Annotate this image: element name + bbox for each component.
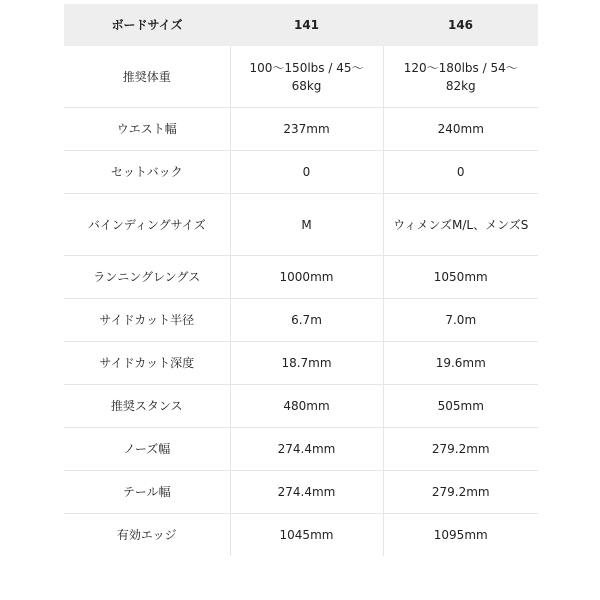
row-label: ノーズ幅 [64,428,230,471]
row-label: ランニングレングス [64,256,230,299]
cell-141: 18.7mm [230,342,383,385]
cell-146: 1095mm [433,528,488,542]
cell-146: 19.6mm [383,342,538,385]
table-row [64,256,538,299]
row-label: テール幅 [64,471,230,514]
table-row [64,194,538,256]
row-label: ウエスト幅 [64,108,230,151]
cell-141: 274.4mm [230,428,383,471]
row-label: 推奨体重 [64,46,230,108]
board-spec-table [64,4,538,556]
cell-146: ウィメンズM/L、メンズS [383,194,538,256]
row-label: サイドカット半径 [64,299,230,342]
cell-141: 1045mm [230,514,383,557]
header-board-size: ボードサイズ [64,4,230,46]
cell-146: 120〜180lbs / 54〜82kg [383,46,538,108]
cell-141: 237mm [230,108,383,151]
table-header-row [64,4,538,46]
cell-141: 6.7m [230,299,383,342]
table-row [64,428,538,471]
table-row [64,151,538,194]
table-row [64,514,538,557]
cell-146: 7.0m [383,299,538,342]
spec-table-container [64,4,538,556]
cell-146: 1050mm [383,256,538,299]
cell-141: 100〜150lbs / 45〜68kg [230,46,383,108]
cell-146: 240mm [383,108,538,151]
row-label: バインディングサイズ [64,194,230,256]
cell-146: 279.2mm [383,471,538,514]
cell-141: M [230,194,383,256]
cell-141: 1000mm [230,256,383,299]
table-row [64,471,538,514]
table-row [64,299,538,342]
table-row [64,342,538,385]
table-row [64,385,538,428]
cell-146: 279.2mm [383,428,538,471]
row-label: サイドカット深度 [64,342,230,385]
header-size-141: 141 [230,4,383,46]
row-label: セットバック [64,151,230,194]
cell-146: 505mm [383,385,538,428]
cell-141: 274.4mm [230,471,383,514]
cell-141: 480mm [230,385,383,428]
header-size-146: 146 [383,4,538,46]
table-row [64,108,538,151]
cell-146: 0 [383,151,538,194]
cell-141: 0 [230,151,383,194]
row-label: 推奨スタンス [64,385,230,428]
table-row [64,46,538,108]
row-label: 有効エッジ [64,514,230,557]
